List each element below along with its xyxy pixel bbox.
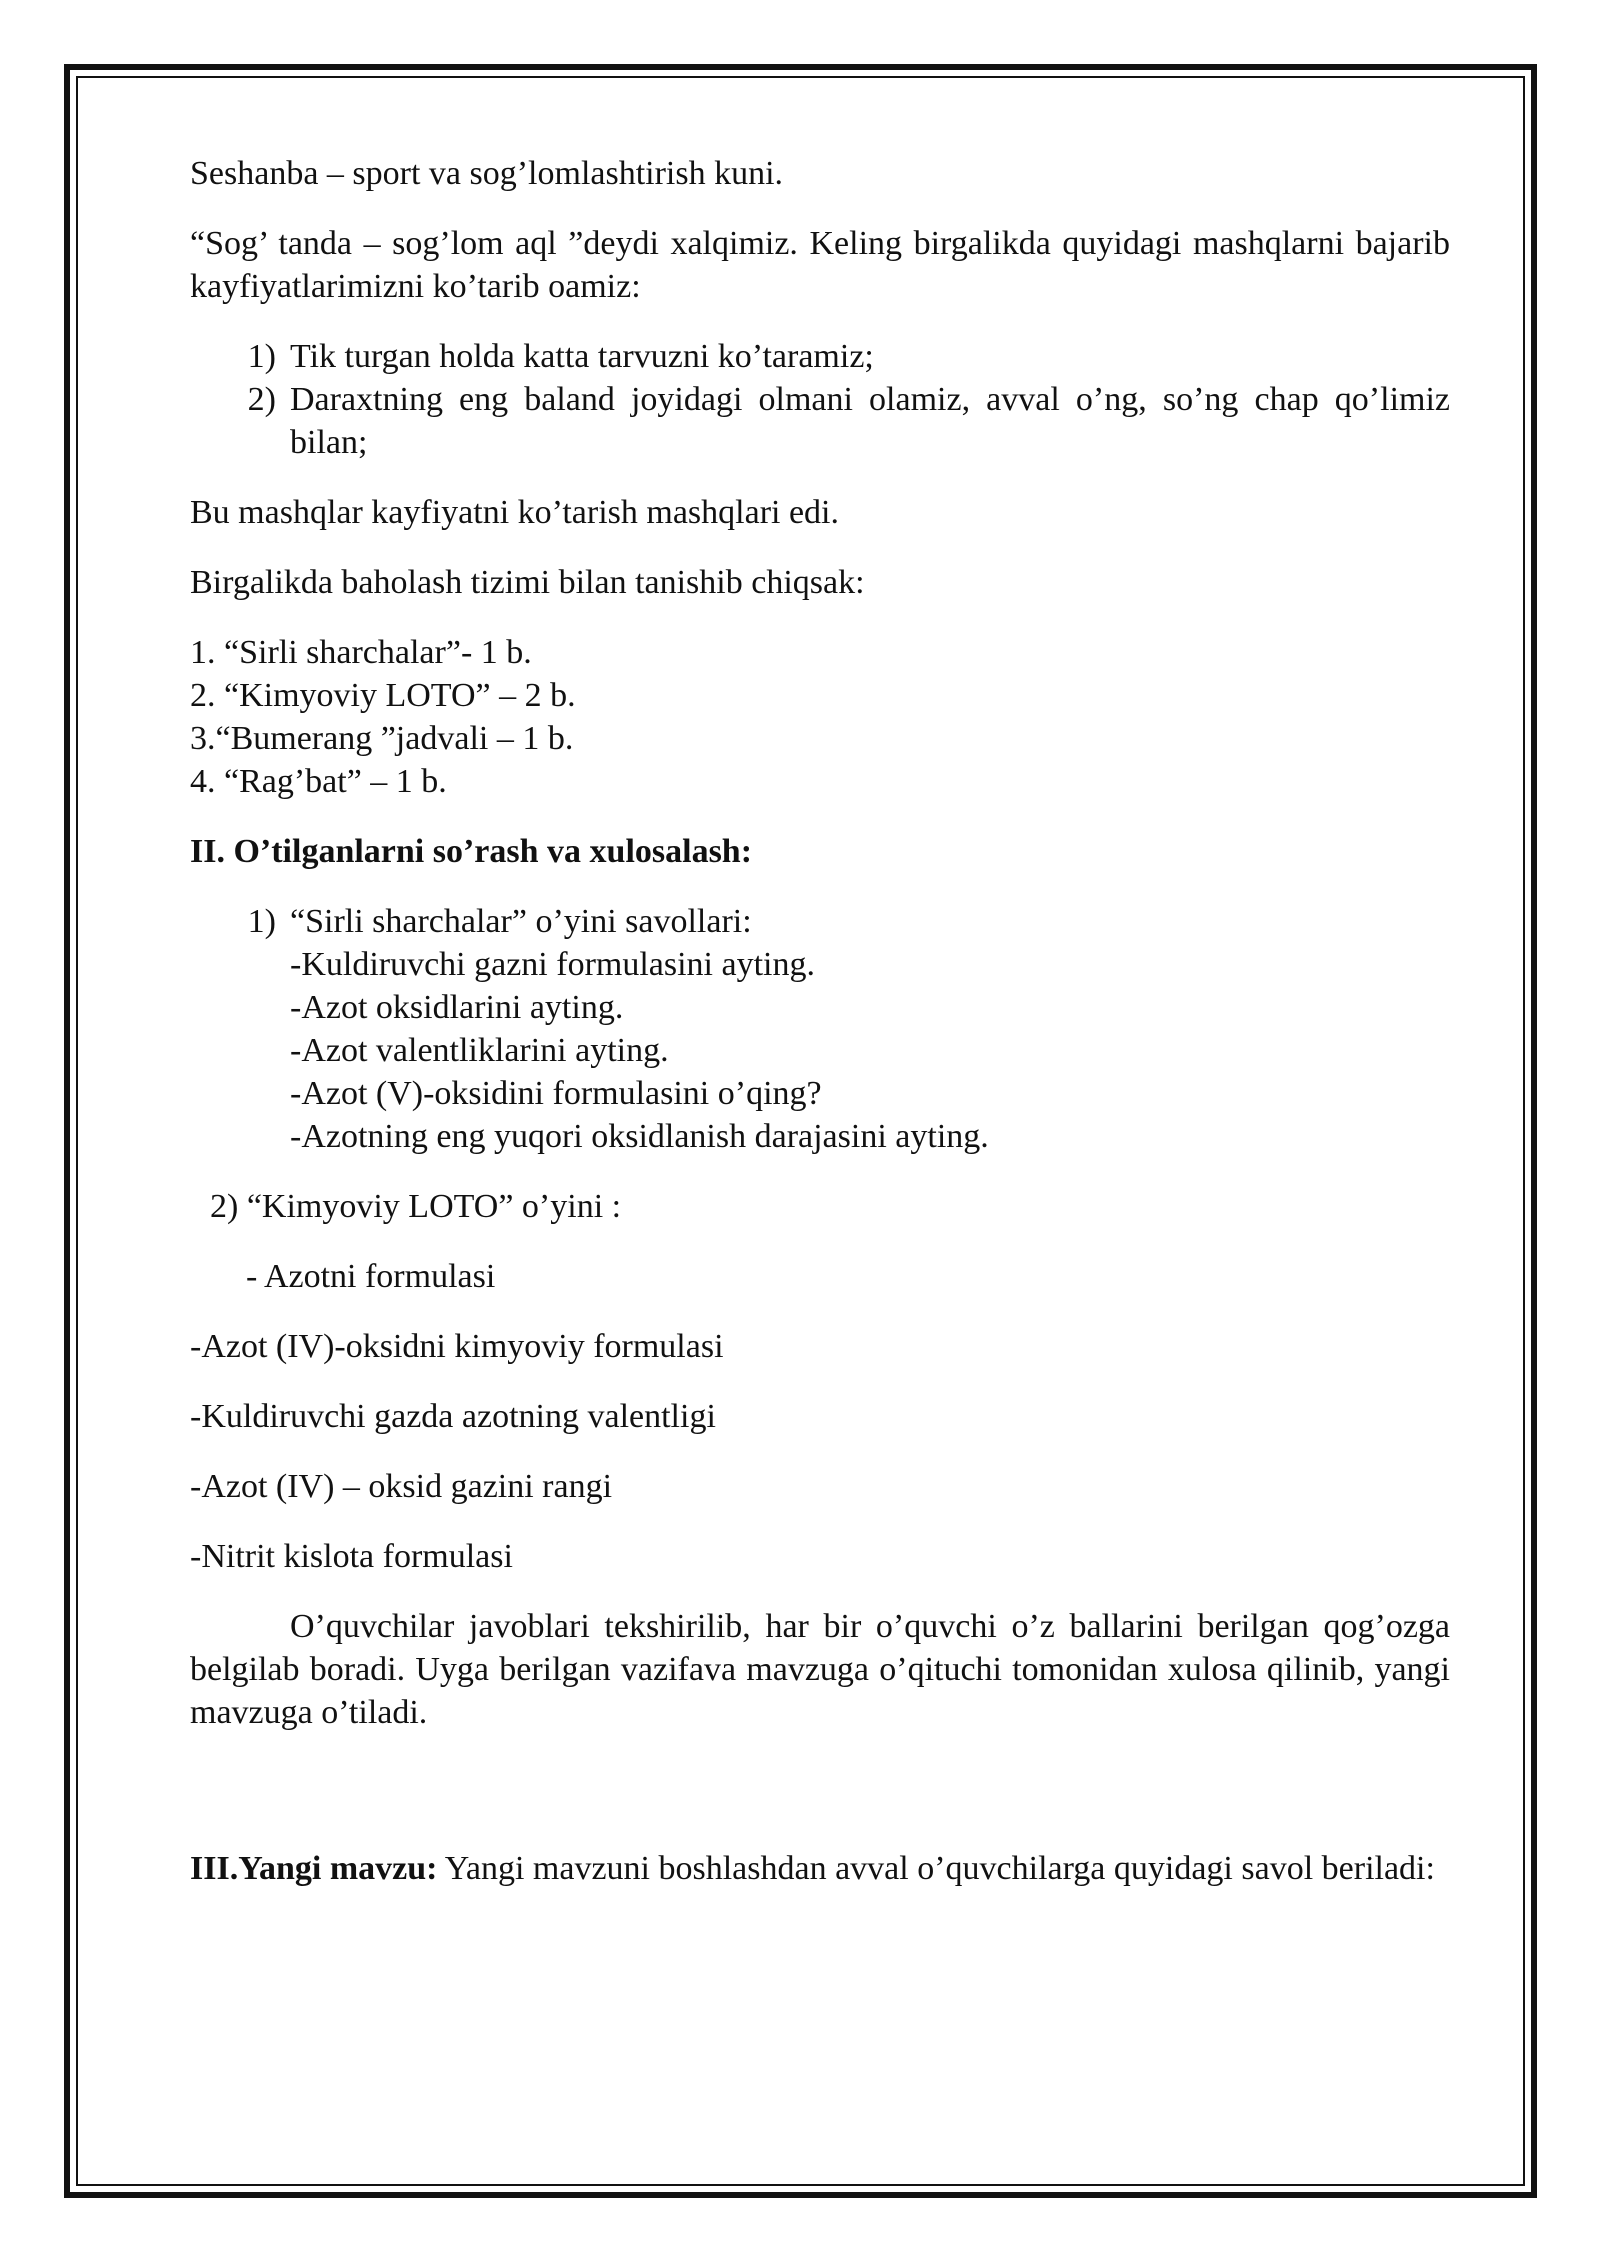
grading-intro: Birgalikda baholash tizimi bilan tanishib chiqsak: bbox=[190, 564, 865, 601]
loto-item: -Azot (IV) – oksid gazini rangi bbox=[190, 1468, 613, 1505]
list-text: Daraxtning eng baland joyidagi olmani olamiz, avval o’ng, so’ng chap qo’limiz bilan; bbox=[290, 381, 1450, 461]
document-body bbox=[190, 152, 1450, 1917]
loto-item: -Nitrit kislota formulasi bbox=[190, 1538, 513, 1575]
question-item: -Azot oksidlarini ayting. bbox=[290, 989, 624, 1026]
list-item bbox=[190, 900, 1450, 943]
game-2-title: 2) “Kimyoviy LOTO” o’yini : bbox=[210, 1188, 622, 1225]
grading-list bbox=[190, 631, 1450, 803]
game-1-title: “Sirli sharchalar” o’yini savollari: bbox=[290, 903, 752, 940]
question-item: -Azot valentliklarini ayting. bbox=[290, 1032, 669, 1069]
list-number: 1) bbox=[247, 903, 276, 940]
mood-paragraph: Bu mashqlar kayfiyatni ko’tarish mashqlari edi. bbox=[190, 494, 840, 531]
section-3-paragraph bbox=[190, 1847, 1450, 1890]
grading-item: 4. “Rag’bat” – 1 b. bbox=[190, 763, 447, 800]
exercise-list bbox=[190, 335, 1450, 464]
grading-item: 1. “Sirli sharchalar”- 1 b. bbox=[190, 634, 532, 671]
section-2-heading: II. O’tilganlarni so’rash va xulosalash: bbox=[190, 833, 753, 870]
loto-item: - Azotni formulasi bbox=[246, 1258, 496, 1295]
section-3-heading: III.Yangi mavzu: bbox=[190, 1850, 438, 1887]
question-list bbox=[290, 943, 1450, 1158]
question-item: -Azotning eng yuqori oksidlanish darajasini ayting. bbox=[290, 1118, 989, 1155]
loto-item: -Azot (IV)-oksidni kimyoviy formulasi bbox=[190, 1328, 724, 1365]
question-item: -Azot (V)-oksidini formulasini o’qing? bbox=[290, 1075, 822, 1112]
game-1-block bbox=[190, 900, 1450, 1158]
intro-paragraph: “Sog’ tanda – sog’lom aql ”deydi xalqimiz. Keling birgalikda quyidagi mashqlarni bajarib kayfiyatlarimizni ko’tarib oamiz: bbox=[190, 225, 1450, 305]
list-text: Tik turgan holda katta tarvuzni ko’taramiz; bbox=[290, 338, 874, 375]
grading-item: 2. “Kimyoviy LOTO” – 2 b. bbox=[190, 677, 576, 714]
section-3-text: Yangi mavzuni boshlashdan avval o’quvchilarga quyidagi savol beriladi: bbox=[437, 1850, 1435, 1887]
list-item bbox=[190, 335, 1450, 378]
check-paragraph: O’quvchilar javoblari tekshirilib, har bir o’quvchi o’z ballarini berilgan qog’ozga belgilab boradi. Uyga berilgan vazifava mavzuga o’qituchi tomonidan xulosa qilinib, yangi mavzuga o’tiladi. bbox=[190, 1608, 1450, 1731]
list-number: 1) bbox=[247, 338, 276, 375]
loto-item: -Kuldiruvchi gazda azotning valentligi bbox=[190, 1398, 716, 1435]
list-item bbox=[190, 378, 1450, 464]
day-title: Seshanba – sport va sog’lomlashtirish kuni. bbox=[190, 155, 784, 192]
question-item: -Kuldiruvchi gazni formulasini ayting. bbox=[290, 946, 815, 983]
grading-item: 3.“Bumerang ”jadvali – 1 b. bbox=[190, 720, 574, 757]
list-number: 2) bbox=[247, 381, 276, 418]
